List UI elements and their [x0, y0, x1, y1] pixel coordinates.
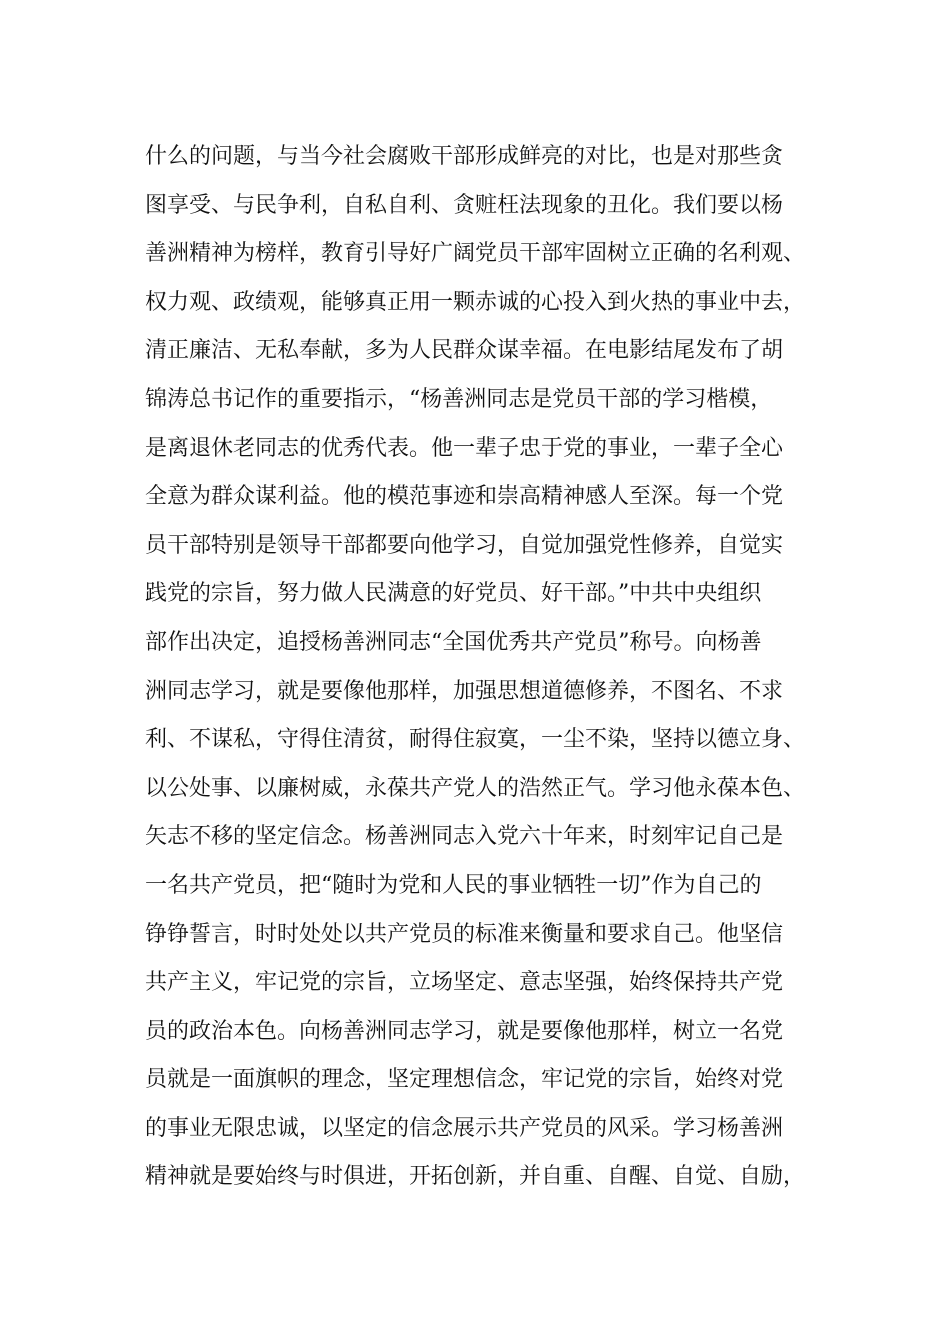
text-line: 铮铮誓言，时时处处以共产党员的标准来衡量和要求自己。他坚信	[145, 921, 784, 947]
text-line: 什么的问题，与当今社会腐败干部形成鲜亮的对比，也是对那些贪	[145, 144, 784, 169]
text-line: 员干部特别是领导干部都要向他学习，自觉加强党性修养，自觉实	[145, 532, 784, 558]
text-line: 部作出决定，追授杨善洲同志“全国优秀共产党员”称号。向杨善	[145, 629, 762, 655]
text-line: 锦涛总书记作的重要指示，“杨善洲同志是党员干部的学习楷模，	[145, 386, 773, 412]
text-line: 清正廉洁、无私奉献，多为人民群众谋幸福。在电影结尾发布了胡	[145, 338, 784, 364]
text-line: 图享受、与民争利，自私自利、贪赃枉法现象的丑化。我们要以杨	[145, 192, 784, 218]
text-line: 矢志不移的坚定信念。杨善洲同志入党六十年来，时刻牢记自己是	[145, 824, 784, 850]
text-line: 利、不谋私，守得住清贫，耐得住寂寞，一尘不染，坚持以德立身、	[145, 727, 806, 753]
text-line: 践党的宗旨，努力做人民满意的好党员、好干部。”中共中央组织	[145, 581, 762, 607]
text-line: 是离退休老同志的优秀代表。他一辈子忠于党的事业，一辈子全心	[145, 435, 784, 461]
text-line: 精神就是要始终与时俱进，开拓创新，并自重、自醒、自觉、自励，	[145, 1164, 806, 1190]
text-line: 善洲精神为榜样，教育引导好广阔党员干部牢固树立正确的名利观、	[145, 241, 806, 267]
body-text	[145, 133, 835, 1202]
text-line: 员就是一面旗帜的理念，坚定理想信念，牢记党的宗旨，始终对党	[145, 1067, 784, 1093]
text-line: 全意为群众谋利益。他的模范事迹和崇高精神感人至深。每一个党	[145, 484, 784, 510]
text-line: 员的政治本色。向杨善洲同志学习，就是要像他那样，树立一名党	[145, 1018, 784, 1044]
text-line: 权力观、政绩观，能够真正用一颗赤诚的心投入到火热的事业中去，	[145, 289, 806, 315]
text-line: 的事业无限忠诚，以坚定的信念展示共产党员的风采。学习杨善洲	[145, 1115, 784, 1141]
text-line: 洲同志学习，就是要像他那样，加强思想道德修养，不图名、不求	[145, 678, 784, 704]
text-line: 一名共产党员，把“随时为党和人民的事业牺牲一切”作为自己的	[145, 872, 762, 898]
text-line: 共产主义，牢记党的宗旨，立场坚定、意志坚强，始终保持共产党	[145, 970, 784, 996]
text-line: 以公处事、以廉树威，永葆共产党人的浩然正气。学习他永葆本色、	[145, 775, 806, 801]
